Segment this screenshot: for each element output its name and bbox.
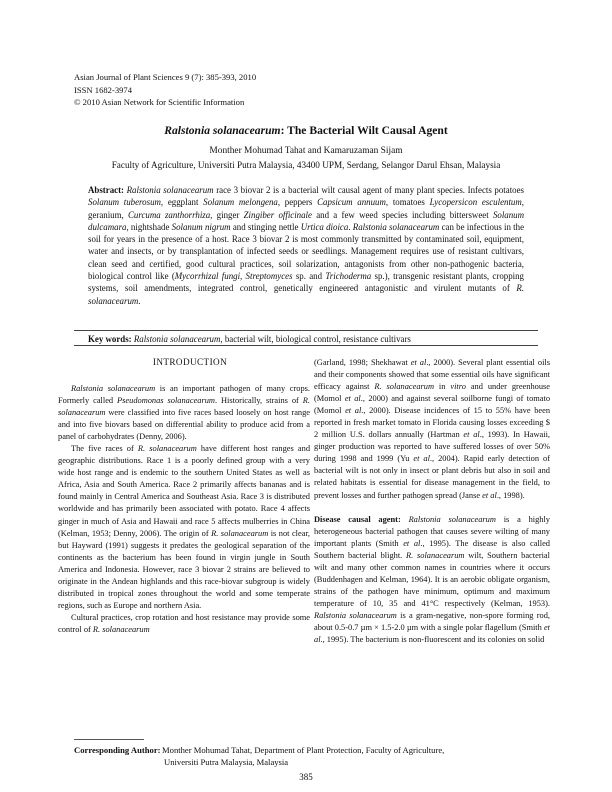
journal-header <box>74 71 256 109</box>
keywords-divider <box>74 345 538 346</box>
journal-citation: Asian Journal of Plant Sciences 9 (7): 385-393, 2010 <box>74 72 257 82</box>
corresponding-author-label: Corresponding Author: <box>74 745 161 755</box>
author-affiliation: Faculty of Agriculture, Universiti Putra Malaysia, 43400 UPM, Serdang, Selangor Darul Ehsan, Malaysia <box>111 160 501 170</box>
paper-title: Ralstonia solanacearum: The Bacterial Wilt Causal Agent <box>164 124 448 137</box>
intro-paragraph-2: The five races of R. solanacearum have different host ranges and geographic distributions. Race 1 is a poorly defined group with a very wide host range and is endemic to the southern United States as well as Africa, Asia and South America. Race 2 primarily affects bananas and is found mainly in Central America and Southeast Asia. Race 3 is distributed worldwide and has primarily been associated with potato. Race 4 affects ginger in much of Asia and Hawaii and race 5 affects mulberries in China (Kelman, 1953; Denny, 2006). The origin of R. solanacearum is not clear, but Hayward (1991) suggests it predates the geological separation of the continents as the bacterium has been found in virgin jungle in South America and Indonesia. However, race 3 biovar 2 strains are believed to originate in the Andean highlands and this race-biovar subgroup is widely distributed in tropical zones throughout the world and some temperate regions, such as Europe and northern Asia. <box>58 444 311 610</box>
intro-paragraph-1: Ralstonia solanacearum is an important pathogen of many crops. Formerly called Pseudomonas solanacearum. Historically, strains of R. solanacearum were classified into five races based loosely on host range and into five biovars based on differential ability to produce acid from a panel of carbohydrates (Denny, 2006). <box>58 384 310 442</box>
journal-issn: ISSN 1682-3974 <box>74 84 133 95</box>
intro-paragraph-3: Cultural practices, crop rotation and host resistance may provide some control of R. solanacearum <box>58 612 310 634</box>
abstract-divider <box>74 330 538 331</box>
right-column <box>314 357 550 646</box>
right-paragraph-1: (Garland, 1998; Shekhawat et al., 2000). Several plant essential oils and their components showed that some essential oils have significant efficacy against R. solanacearum in vitro and under greenhouse (Momol et al., 2000) and against several soilborne fungi of tomato (Momol et al., 2000). Disease incidences of 15 to 55% have been reported in fresh market tomato in Florida causing losses exceeding $ 2 million U.S. dollars annually (Hartman et al., 1993). In Hawaii, ginger production was reported to have suffered losses of over 50% during 1998 and 1999 (Yu et al., 2004). Rapid early detection of bacterial wilt is not only in insect or plant debris but also in soil and related habitats is essential for disease management in the field, to prevent losses and further pathogen spread (Janse et al., 1998). <box>314 358 551 500</box>
corresponding-author: Corresponding Author:Monther Mohumad Tahat, Department of Plant Protection, Faculty of Agriculture, Universiti Putra Malaysia, Malaysia <box>74 745 445 768</box>
footnote-divider <box>74 739 144 740</box>
abstract: Abstract: Ralstonia solanacearum race 3 biovar 2 is a bacterial wilt causal agent of many plant species. Infects potatoes Solanum tuberosum, eggplant Solanum melongena, peppers Capsicum annuum, tomatoes Lycopersicon esculentum, geranium, Curcuma zanthorrhiza, ginger Zingiber officinale and a few weed species including bittersweet Solanum dulcamara, nightshade Solanum nigrum and stinging nettle Urtica dioica. Ralstonia solanacearum can be infectious in the soil for years in the presence of a host. Race 3 biovar 2 is most commonly transmitted by contaminated soil, equipment, water and insects, or by transplantation of infected seeds or seedlings. Management requires use of resistant cultivars, clean seed and certified, good cultural practices, soil solarization, antagonists from other non-pathogenic bacteria, biological control like (Mycorrhizal fungi, Streptomyces sp. and Trichoderma sp.), transgenic resistant plants, cropping systems, soil amendments, integrated control, genetically engineered antagonistic and virulent mutants of R. solanacearum. <box>88 185 525 306</box>
subsection-heading: Disease causal agent: <box>314 514 409 524</box>
section-heading-introduction: INTRODUCTION <box>152 357 228 367</box>
left-column <box>58 383 310 636</box>
journal-copyright: © 2010 Asian Network for Scientific Information <box>74 97 245 108</box>
paper-authors: Monther Mohumad Tahat and Kamaruzaman Sijam <box>209 146 403 156</box>
page-number: 385 <box>299 772 313 782</box>
disease-causal-agent-paragraph: Disease causal agent: Ralstonia solanacearum is a highly heterogeneous bacterial pathogen that causes severe wilting of many important plants (Smith et al., 1995). The disease is also called Southern bacterial blight. R. solanacearum wilt, Southern bacterial wilt and many other common names in countries where it occurs (Buddenhagen and Kelman, 1964). It is an aerobic obligate organism, strains of the pathogen have minimum, optimum and maximum temperature of 10, 35 and 41°C respectively (Kelman, 1953). Ralstonia solanacearum is a gram-negative, non-spore forming rod, about 0.5-0.7 µm × 1.5-2.0 µm with a single polar flagellum (Smith et al., 1995). The bacterium is non-fluorescent and its colonies on solid <box>314 514 550 645</box>
keywords: Key words: Ralstonia solanacearum, bacterial wilt, biological control, resistance cultivars <box>88 334 411 344</box>
